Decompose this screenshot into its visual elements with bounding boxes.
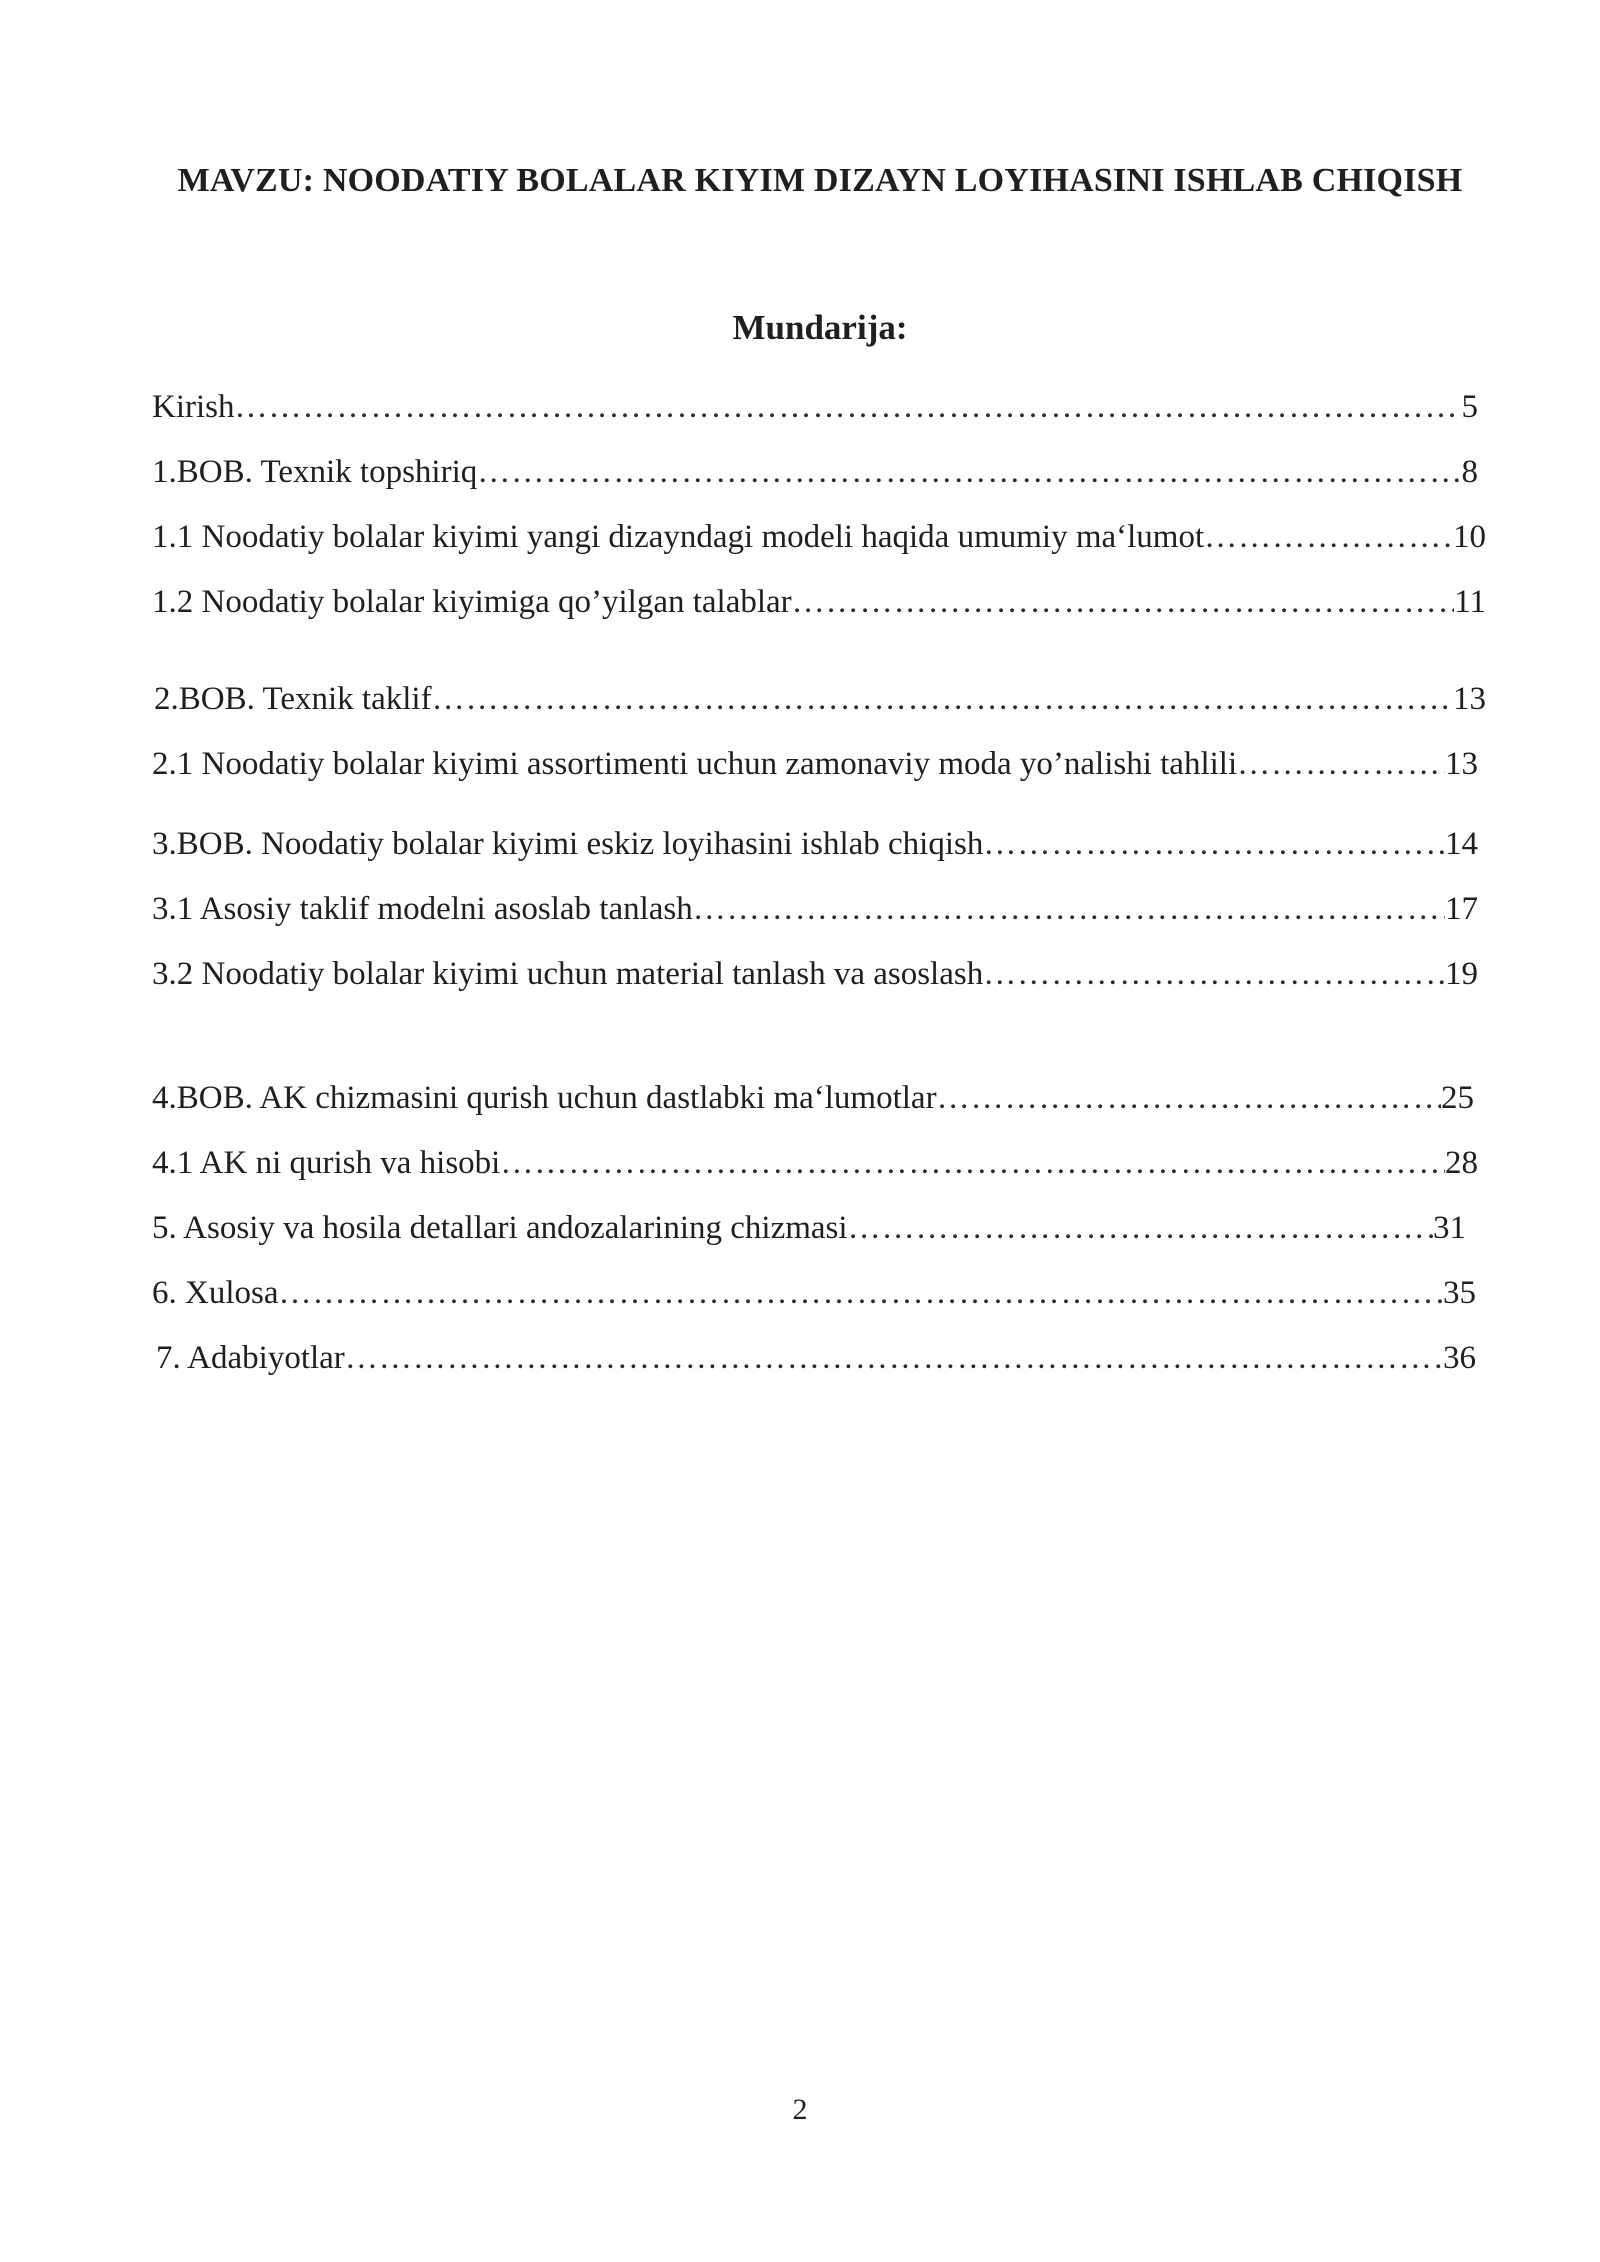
- toc-entry-label: 2.BOB. Texnik taklif: [154, 681, 432, 717]
- toc-entry-page: 14: [1445, 826, 1478, 862]
- toc-dot-leader: [983, 951, 1445, 997]
- toc-dot-leader: [983, 821, 1445, 867]
- toc-entry-label: 4.1 AK ni qurish va hisobi: [152, 1145, 501, 1181]
- toc-entry-page: 25: [1441, 1080, 1474, 1116]
- toc-heading: Mundarija:: [732, 308, 908, 347]
- toc-dot-leader: [345, 1335, 1443, 1381]
- toc-entry-label: 6. Xulosa: [152, 1275, 279, 1311]
- toc-entry-label: 1.2 Noodatiy bolalar kiyimiga qo’yilgan talablar: [152, 584, 792, 620]
- toc-dot-leader: [792, 579, 1455, 625]
- toc-entry-label: 3.2 Noodatiy bolalar kiyimi uchun material tanlash va asoslash: [152, 956, 984, 992]
- toc-entry-page: 5: [1461, 389, 1478, 425]
- toc-entry-bob-1: [152, 449, 1478, 495]
- toc-entry-label: 1.BOB. Texnik topshiriq: [152, 454, 478, 490]
- toc-entry-bob-3: [152, 821, 1478, 867]
- toc-entry-label: 5. Asosiy va hosila detallari andozalarining chizmasi: [152, 1210, 848, 1246]
- toc-entry-page: 35: [1443, 1275, 1476, 1311]
- toc-dot-leader: [937, 1075, 1441, 1121]
- toc-entry-label: 1.1 Noodatiy bolalar kiyimi yangi dizayndagi modeli haqida umumiy ma‘lumot: [152, 519, 1205, 555]
- document-title: MAVZU: NOODATIY BOLALAR KIYIM DIZAYN LOYIHASINI ISHLAB CHIQISH: [177, 162, 1463, 199]
- toc-entry-kirish: [152, 384, 1478, 430]
- toc-dot-leader: [500, 1140, 1445, 1186]
- toc-entry-3-2: [152, 951, 1478, 997]
- toc-dot-leader: [693, 886, 1445, 932]
- toc-entry-2-1: [152, 741, 1478, 787]
- toc-entry-page: 17: [1445, 891, 1478, 927]
- toc-entry-page: 36: [1443, 1340, 1476, 1376]
- toc-entry-6: [152, 1270, 1476, 1316]
- toc-entry-page: 28: [1445, 1145, 1478, 1181]
- toc-dot-leader: [1204, 514, 1453, 560]
- toc-entry-page: 19: [1445, 956, 1478, 992]
- toc-entry-bob-4: [152, 1075, 1474, 1121]
- toc-entry-label: 3.1 Asosiy taklif modelni asoslab tanlash: [152, 891, 693, 927]
- toc-entry-page: 13: [1453, 681, 1486, 717]
- toc-entry-label: 4.BOB. AK chizmasini qurish uchun dastlabki ma‘lumotlar: [152, 1080, 937, 1116]
- toc-entry-page: 10: [1453, 519, 1486, 555]
- toc-dot-leader: [432, 676, 1453, 722]
- page-number: 2: [792, 2093, 808, 2126]
- toc-entry-page: 31: [1433, 1210, 1466, 1246]
- toc-entry-1-2: [152, 579, 1486, 625]
- toc-entry-4-1: [152, 1140, 1478, 1186]
- toc-dot-leader: [235, 384, 1462, 430]
- toc-entry-7: [156, 1335, 1476, 1381]
- toc-dot-leader: [848, 1205, 1433, 1251]
- toc-dot-leader: [1237, 741, 1445, 787]
- toc-entry-bob-2: [154, 676, 1486, 722]
- toc-entry-page: 8: [1461, 454, 1478, 490]
- toc-dot-leader: [477, 449, 1461, 495]
- toc-entry-page: 11: [1454, 584, 1486, 620]
- toc-entry-label: 7. Adabiyotlar: [156, 1340, 345, 1376]
- toc-entry-label: 2.1 Noodatiy bolalar kiyimi assortimenti uchun zamonaviy moda yo’nalishi tahlili: [152, 746, 1238, 782]
- toc-entry-page: 13: [1445, 746, 1478, 782]
- toc-entry-3-1: [152, 886, 1478, 932]
- toc-entry-1-1: [152, 514, 1486, 560]
- toc-entry-label: Kirish: [152, 389, 235, 425]
- toc-dot-leader: [279, 1270, 1444, 1316]
- toc-entry-5: [152, 1205, 1466, 1251]
- toc-entry-label: 3.BOB. Noodatiy bolalar kiyimi eskiz loyihasini ishlab chiqish: [152, 826, 984, 862]
